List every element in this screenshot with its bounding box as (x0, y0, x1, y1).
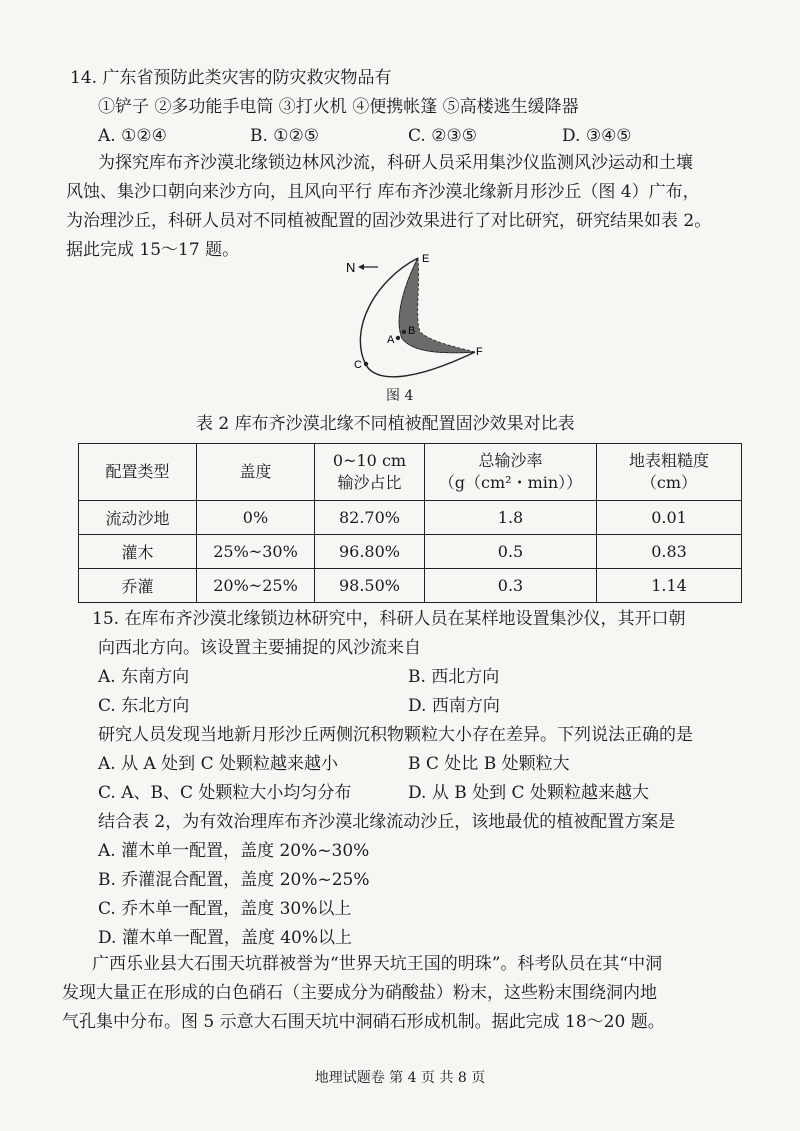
table-cell: 0% (197, 501, 315, 535)
table-row (79, 569, 742, 603)
intro2-line-1: 广西乐业县大石围天坑群被誉为“世界天坑王国的明珠”。科考队员在其“中洞 (92, 954, 663, 974)
table-cell: 0.3 (425, 569, 597, 603)
q15-option-b: B. 西北方向 (408, 667, 500, 687)
table-cell: 82.70% (315, 501, 425, 535)
q15-stem-line-1: 15. 在库布齐沙漠北缘锁边林研究中，科研人员在某样地设置集沙仪，其开口朝 (92, 609, 686, 629)
intro1-line-1: 为探究库布齐沙漠北缘锁边林风沙流，科研人员采用集沙仪监测风沙运动和土壤 (98, 153, 693, 173)
table-2 (78, 443, 742, 603)
table-cell: 1.14 (597, 569, 742, 603)
q14-stem: 14. 广东省预防此类灾害的防灾救灾物品有 (70, 68, 392, 88)
table-cell: 96.80% (315, 535, 425, 569)
point-c-label: C (354, 359, 362, 371)
table-2-title: 表 2 库布齐沙漠北缘不同植被配置固沙效果对比表 (196, 414, 575, 434)
dune-slip-face (399, 258, 475, 353)
table-header-sand-ratio: 0~10 cm 输沙占比 (315, 444, 425, 501)
table-row (79, 535, 742, 569)
point-c-dot (364, 362, 368, 366)
table-cell: 20%~25% (197, 569, 315, 603)
table-header-config-type: 配置类型 (79, 444, 197, 501)
q15-option-a: A. 东南方向 (98, 667, 190, 687)
point-b-label: B (408, 325, 416, 337)
q14-option-a: A. ①②④ (98, 126, 167, 146)
north-label: N (346, 260, 356, 275)
intro1-line-2: 风蚀、集沙口朝向来沙方向，且风向平行 库布齐沙漠北缘新月形沙丘（图 4）广布， (66, 182, 700, 202)
intro1-line-4: 据此完成 15～17 题。 (66, 240, 240, 260)
q15-option-d: D. 西南方向 (408, 696, 500, 716)
page-footer: 地理试题卷 第 4 页 共 8 页 (314, 1070, 486, 1086)
table-header-row (79, 444, 742, 501)
table-header-coverage: 盖度 (197, 444, 315, 501)
q16-option-b: B C 处比 B 处颗粒大 (408, 754, 570, 774)
q16-option-a: A. 从 A 处到 C 处颗粒越来越小 (98, 754, 338, 774)
table-cell: 流动沙地 (79, 501, 197, 535)
table-cell: 0.83 (597, 535, 742, 569)
figure-4-crescent-dune (340, 250, 510, 410)
table-cell: 灌木 (79, 535, 197, 569)
q14-items: ①铲子 ②多功能手电筒 ③打火机 ④便携帐篷 ⑤高楼逃生缓降器 (98, 97, 579, 117)
figure-4-caption: 图 4 (386, 388, 414, 404)
q17-option-b: B. 乔灌混合配置，盖度 20%~25% (98, 870, 370, 890)
intro2-line-2: 发现大量正在形成的白色硝石（主要成分为硝酸盐）粉末，这些粉末围绕洞内地 (62, 983, 657, 1003)
q17-stem: 结合表 2，为有效治理库布齐沙漠北缘流动沙丘，该地最优的植被配置方案是 (98, 812, 676, 832)
q15-option-c: C. 东北方向 (98, 696, 190, 716)
table-cell: 0.5 (425, 535, 597, 569)
table-cell: 25%~30% (197, 535, 315, 569)
table-row (79, 501, 742, 535)
intro1-line-3: 为治理沙丘，科研人员对不同植被配置的固沙效果进行了对比研究，研究结果如表 2。 (66, 211, 712, 231)
q17-option-d: D. 灌木单一配置，盖度 40%以上 (98, 928, 353, 948)
q17-option-c: C. 乔木单一配置，盖度 30%以上 (98, 899, 352, 919)
table-cell: 0.01 (597, 501, 742, 535)
north-arrowhead (358, 264, 364, 270)
q16-option-d: D. 从 B 处到 C 处颗粒越来越大 (408, 783, 649, 803)
table-cell: 乔灌 (79, 569, 197, 603)
table-cell: 1.8 (425, 501, 597, 535)
point-f-label: F (476, 346, 483, 358)
point-b-dot (402, 330, 406, 334)
q14-option-b: B. ①②⑤ (250, 126, 320, 146)
q14-option-c: C. ②③⑤ (408, 126, 477, 146)
point-a-label: A (387, 334, 395, 346)
table-cell: 98.50% (315, 569, 425, 603)
table-header-total-sand-rate: 总输沙率 （g（cm²・min）） (425, 444, 597, 501)
q17-option-a: A. 灌木单一配置，盖度 20%~30% (98, 841, 370, 861)
q14-option-d: D. ③④⑤ (562, 126, 632, 146)
q16-option-c: C. A、B、C 处颗粒大小均匀分布 (98, 783, 352, 803)
point-e-label: E (422, 253, 430, 265)
q16-stem: 研究人员发现当地新月形沙丘两侧沉积物颗粒大小存在差异。下列说法正确的是 (98, 725, 693, 745)
point-a-dot (396, 336, 400, 340)
table-header-roughness: 地表粗糙度 （cm） (597, 444, 742, 501)
q15-stem-line-2: 向西北方向。该设置主要捕捉的风沙流来自 (98, 638, 421, 658)
intro2-line-3: 气孔集中分布。图 5 示意大石围天坑中洞硝石形成机制。据此完成 18～20 题。 (62, 1012, 665, 1032)
